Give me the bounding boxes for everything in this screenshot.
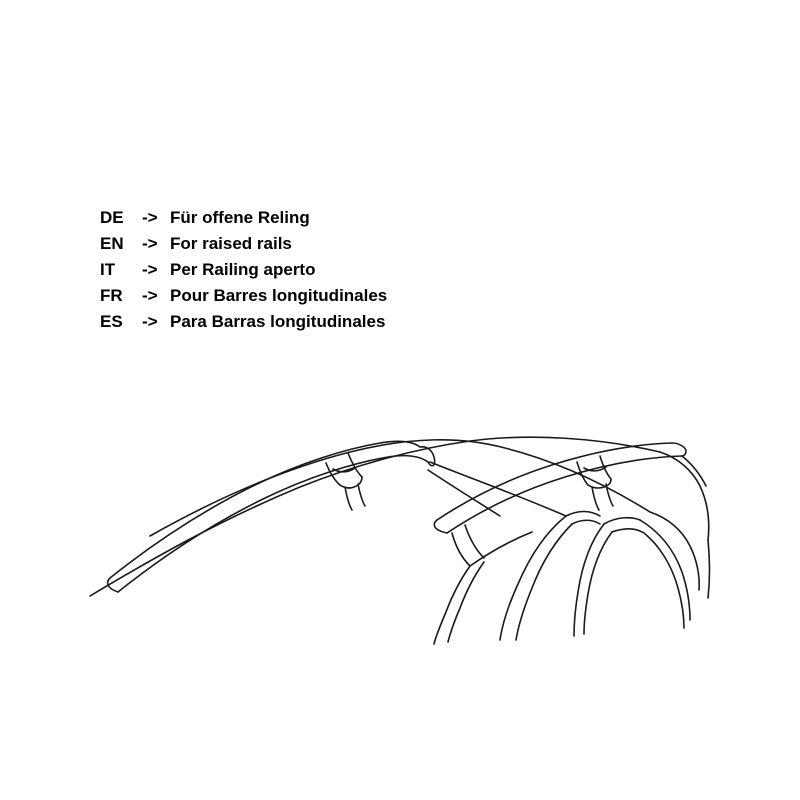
legend-language-code: EN (100, 234, 124, 253)
legend-arrow-icon: -> (142, 208, 158, 227)
legend-label: Per Railing aperto (170, 260, 316, 279)
legend-arrow-icon: -> (142, 312, 158, 331)
rear-window-inner-left (584, 532, 612, 634)
rear-window-frame-top (604, 518, 640, 524)
legend-arrow-icon: -> (142, 260, 158, 279)
side-window-inner-top (572, 520, 600, 524)
side-window-inner-left (516, 524, 572, 640)
right-rail-end-cap-left (434, 520, 447, 533)
rear-window-inner-right (612, 529, 684, 628)
front-window-inner-left (448, 562, 484, 642)
rear-pillar-right (708, 540, 710, 598)
right-rail-support-leg (592, 487, 599, 510)
front-window-frame-left (434, 566, 470, 644)
left-rail-support-leg (345, 487, 352, 510)
legend-label: For raised rails (170, 234, 292, 253)
side-window-frame-left (500, 516, 566, 640)
legend-language-code: ES (100, 312, 123, 331)
legend-arrow-icon: -> (142, 286, 158, 305)
legend-language-code: DE (100, 208, 124, 227)
legend-label: Pour Barres longitudinales (170, 286, 388, 305)
right-rail-end-cap-right (672, 443, 686, 456)
roof-rear-right-corner (660, 452, 709, 540)
roof-outline-group (90, 437, 710, 644)
right-rail-top (437, 443, 672, 520)
rear-window-frame-left (574, 524, 604, 636)
side-window-frame-top (566, 512, 600, 517)
legend-language-code: FR (100, 286, 123, 305)
roof-front-edge (90, 437, 660, 596)
front-window-frame-top (470, 532, 532, 566)
legend-label: Für offene Reling (170, 208, 310, 227)
right-rail-front-leg-2 (465, 525, 484, 558)
right-rail-front-leg (452, 533, 470, 566)
left-rail-support-leg-2 (358, 484, 365, 506)
roof-rear-edge (682, 456, 706, 486)
roof-crease-line-2 (428, 470, 500, 516)
roof-crease-line-1 (430, 462, 566, 516)
right-rail-support-leg-2 (606, 484, 613, 506)
legend-language-code: IT (100, 260, 116, 279)
legend-arrow-icon: -> (142, 234, 158, 253)
legend-label: Para Barras longitudinales (170, 312, 386, 331)
